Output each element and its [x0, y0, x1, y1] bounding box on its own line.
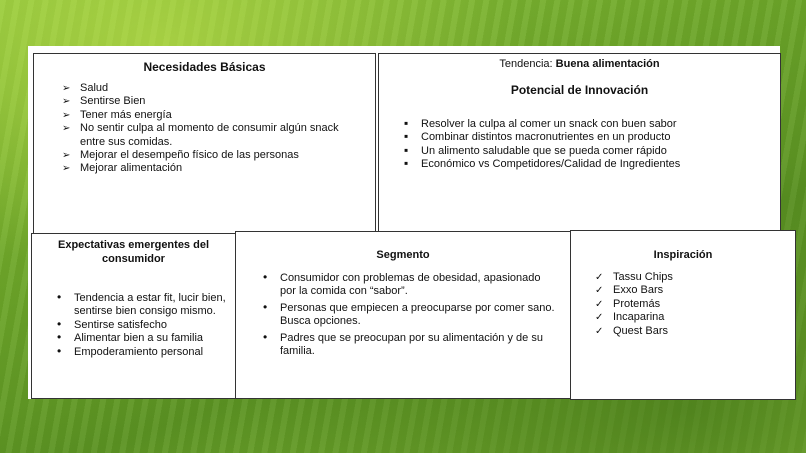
square-bullet-icon: ▪: [404, 116, 409, 130]
dot-bullet-icon: •: [57, 290, 62, 304]
list-item: • Consumidor con problemas de obesidad, apasionado por la comida con “sabor”.: [263, 270, 541, 298]
square-bullet-icon: ▪: [404, 142, 409, 157]
arrow-bullet-icon: ➢: [62, 150, 71, 162]
inspiracion-list: [591, 271, 787, 338]
potencial-list: [399, 118, 770, 172]
tendencia-label: Tendencia:: [499, 58, 553, 70]
list-item: ✓ Quest Bars: [595, 324, 669, 337]
arrow-bullet-icon: ➢: [62, 123, 71, 135]
expectativas-box: [31, 233, 236, 399]
tendencia-line: [379, 58, 780, 70]
expectativas-title: Expectativas emergentes del consumidor: [57, 239, 210, 265]
arrow-bullet-icon: ➢: [62, 163, 71, 175]
list-item: ▪ Un alimento saludable que se pueda comer rápido: [404, 142, 667, 157]
tendencia-value: Buena alimentación: [555, 58, 660, 70]
segmento-title: Segmento: [376, 249, 430, 261]
necesidades-box: [33, 53, 376, 237]
potencial-title: Potencial de Innovación: [510, 83, 649, 97]
square-bullet-icon: ▪: [404, 129, 409, 144]
checkmark-icon: ✓: [595, 285, 604, 297]
dot-bullet-icon: •: [57, 343, 62, 358]
potencial-box: [378, 53, 781, 233]
list-item: ▪ Resolver la culpa al comer un snack con buen sabor: [404, 116, 677, 130]
list-item: ➢ Mejorar el desempeño físico de las personas: [62, 149, 299, 162]
dot-bullet-icon: •: [263, 329, 268, 344]
arrow-bullet-icon: ➢: [62, 109, 71, 121]
list-item: ➢ No sentir culpa al momento de consumir algún snack entre sus comidas.: [62, 122, 339, 148]
list-item: • Tendencia a estar fit, lucir bien, sentirse bien consigo mismo.: [57, 290, 226, 318]
list-item: ▪ Combinar distintos macronutrientes en un producto: [404, 129, 671, 144]
list-item: ➢ Tener más energía: [62, 108, 172, 121]
list-item: ▪ Económico vs Competidores/Calidad de Ingredientes: [404, 156, 681, 171]
expectativas-list: [52, 292, 229, 359]
list-item: • Personas que empiecen a preocuparse por comer sano. Busca opciones.: [263, 299, 555, 328]
inspiracion-title: Inspiración: [653, 249, 713, 261]
inspiracion-box: [570, 230, 796, 400]
dot-bullet-icon: •: [57, 330, 62, 345]
segmento-box: [235, 231, 571, 399]
necesidades-title: Necesidades Básicas: [143, 60, 266, 74]
arrow-bullet-icon: ➢: [62, 83, 71, 94]
list-item: • Sentirse satisfecho: [57, 316, 167, 331]
arrow-bullet-icon: ➢: [62, 96, 71, 108]
necesidades-list: [58, 82, 365, 176]
square-bullet-icon: ▪: [404, 156, 409, 171]
list-item: ➢ Sentirse Bien: [62, 95, 146, 108]
list-item: • Padres que se preocupan por su alimentación y de su familia.: [263, 329, 543, 358]
list-item: ➢ Mejorar alimentación: [62, 162, 183, 175]
dot-bullet-icon: •: [263, 270, 268, 284]
segmento-list: [258, 272, 558, 358]
checkmark-icon: ✓: [595, 272, 604, 283]
list-item: • Empoderamiento personal: [57, 343, 204, 358]
checkmark-icon: ✓: [595, 325, 604, 337]
list-item: • Alimentar bien a su familia: [57, 330, 204, 345]
list-item: ✓ Protemás: [595, 297, 661, 310]
checkmark-icon: ✓: [595, 298, 604, 310]
list-item: ✓ Tassu Chips: [595, 271, 673, 283]
dot-bullet-icon: •: [57, 316, 62, 331]
checkmark-icon: ✓: [595, 312, 604, 324]
list-item: ✓ Exxo Bars: [595, 284, 664, 297]
list-item: ✓ Incaparina: [595, 311, 665, 324]
list-item: ➢ Salud: [62, 82, 109, 94]
dot-bullet-icon: •: [263, 299, 268, 314]
